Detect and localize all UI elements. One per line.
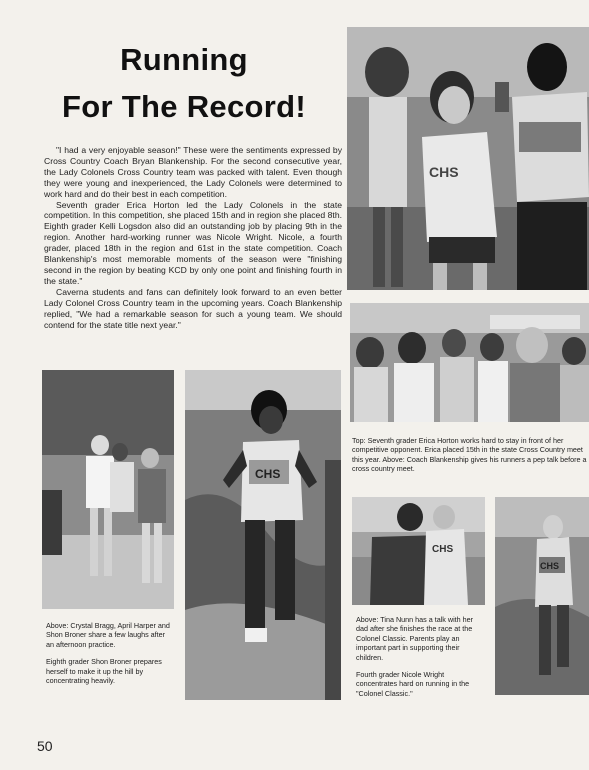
photo-girls-laughing — [42, 370, 174, 609]
jersey-text: CHS — [432, 544, 454, 555]
photo-nicole-wright — [495, 497, 589, 695]
jersey-text: CHS — [429, 164, 459, 180]
article-body — [44, 145, 342, 330]
title-line-2: For The Record! — [62, 89, 306, 124]
photo-shon-broner-hill — [185, 370, 341, 700]
photo-erica-horton-race — [347, 27, 589, 290]
caption-left-1: Above: Crystal Bragg, April Harper and Shon Broner share a few laughs after an afternoon practice. — [46, 621, 170, 649]
article-paragraph: Seventh grader Erica Horton led the Lady Colonels in the state competition. In this competition, she placed 15th and in region she placed 8th. Eighth grader Kelli Logsdon also did an outstanding job by placing 9th in the region. Another hard-working runner was Nicole Wright. Nicole, a fourth grader, placed 18th in the region and 61st in the state competition. Coach Blankenship's most memorable moments of the season were "finishing second in the region by beating KCD by only one point and finishing fourth in the state." — [44, 199, 342, 286]
page-title — [30, 36, 338, 130]
photo-pep-talk — [350, 303, 589, 422]
article-paragraph: Caverna students and fans can definitely look forward to an even better Lady Colonel Cross Country team in the upcoming years. Coach Blankenship replied, "We had a remarkable season for such a young team. We should contend for the state title next year." — [44, 286, 342, 330]
caption-left — [46, 621, 174, 693]
caption-top-right: Top: Seventh grader Erica Horton works hard to stay in front of her competitive opponent. Erica placed 15th in the state Cross Country meet this year. Above: Coach Blankenship gives his runners a pep talk before a cross country meet. — [352, 436, 587, 474]
caption-mid-2: Fourth grader Nicole Wright concentrates hard on running in the "Colonel Classic." — [356, 670, 470, 698]
photo-tina-nunn-dad — [352, 497, 485, 605]
title-line-1: Running — [120, 42, 248, 77]
caption-mid-1: Above: Tina Nunn has a talk with her dad after she finishes the race at the Colonel Classic. Parents play an important part in supporting their children. — [356, 615, 474, 662]
jersey-text: CHS — [255, 467, 281, 481]
caption-middle — [356, 615, 484, 706]
jersey-text: CHS — [540, 561, 560, 571]
page-number: 50 — [37, 738, 53, 754]
caption-left-2: Eighth grader Shon Broner prepares herself to make it up the hill by concentrating heavily. — [46, 657, 162, 686]
article-paragraph: "I had a very enjoyable season!" These were the sentiments expressed by Cross Country Coach Bryan Blankenship. For the second consecutive year, the Lady Colonels Cross Country team was packed with talent. Even though they were young and inexperienced, the Lady Colonels were determined to work hard and do their best in each competition. — [44, 145, 342, 199]
